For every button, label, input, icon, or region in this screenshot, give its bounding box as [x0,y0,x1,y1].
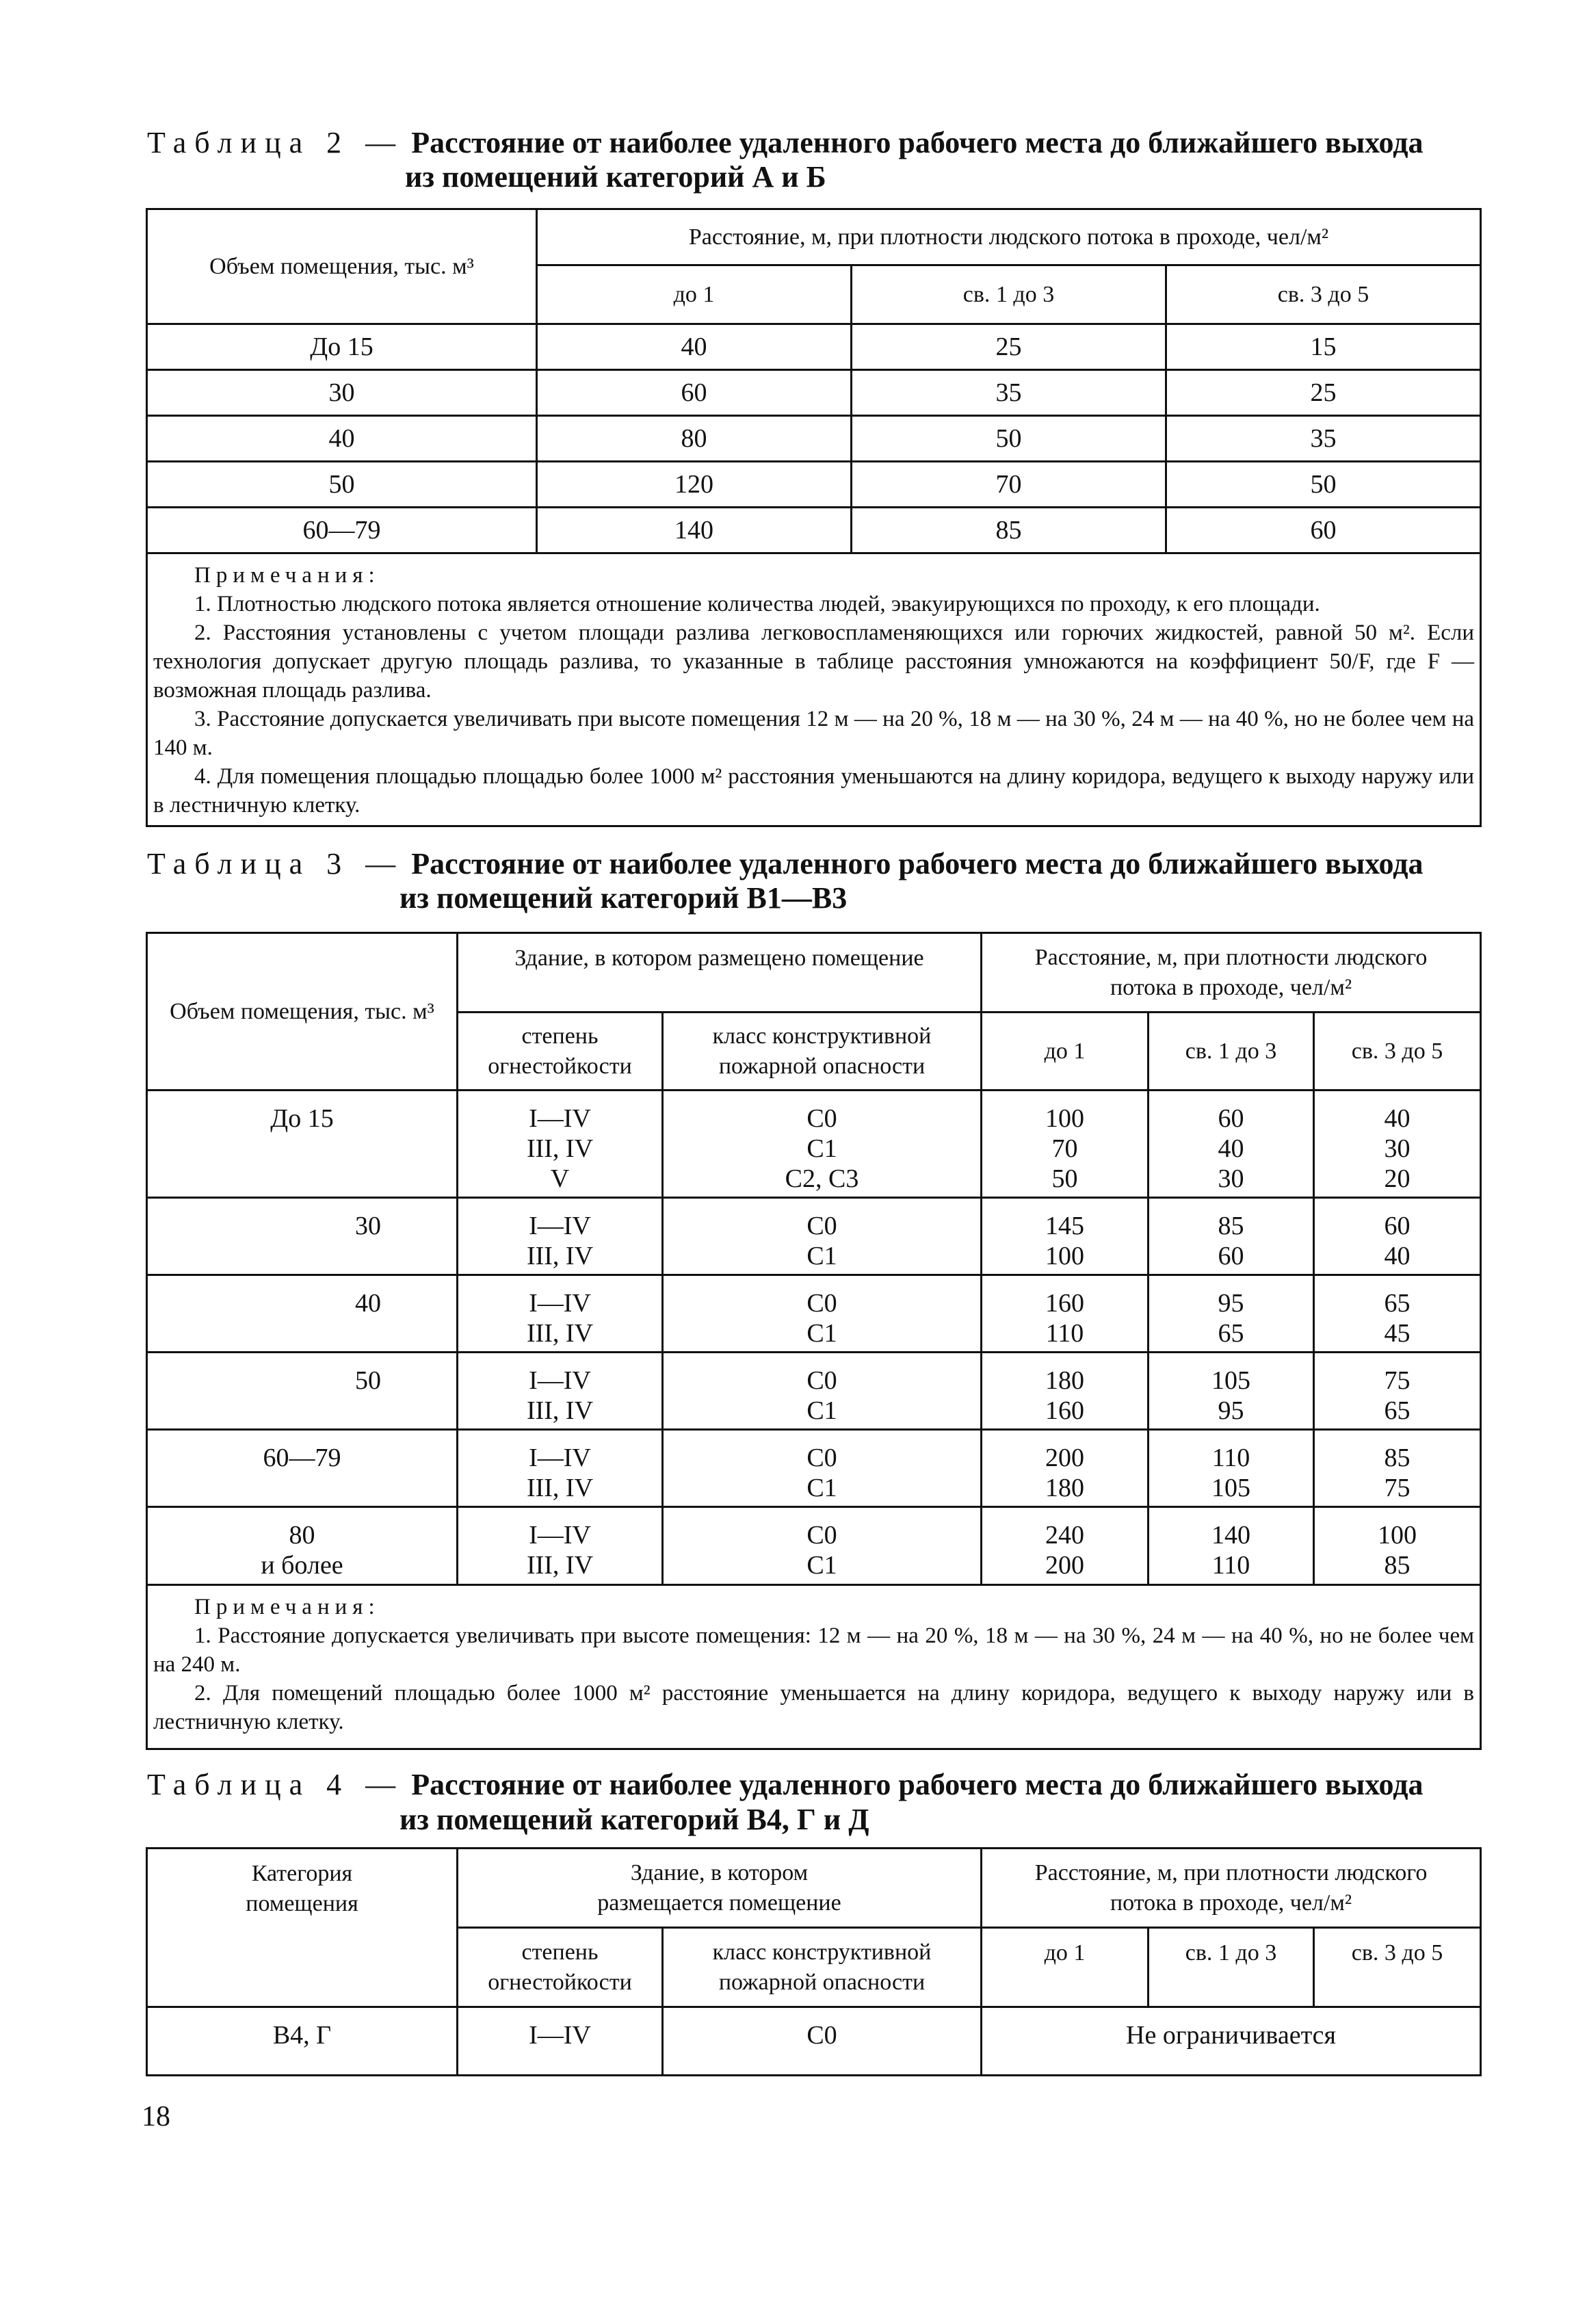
value-line: 85 [1218,1212,1244,1240]
table-row [147,1507,1481,1585]
value-line: 45 [1384,1319,1411,1348]
value-line: 105 [1211,1474,1251,1502]
table2-col1: до 1 [537,265,852,324]
value-line: 60 [1218,1242,1244,1270]
table4-header-category-l2: помещения [246,1891,358,1916]
table-row [147,2007,1481,2076]
table3-d1 [982,1091,1149,1198]
table3-label: Таблица 3 — [147,847,404,880]
table2-value: 120 [537,462,852,508]
value-line: 60 [1218,1104,1244,1133]
class-line: С1 [806,1474,837,1502]
fire-line: I—IV [529,1104,591,1133]
class-line: С1 [806,1551,837,1580]
value-line: 110 [1045,1319,1084,1348]
class-line: С0 [806,1521,837,1550]
table3-caption [147,846,1424,883]
table3-sub-class [663,1013,982,1091]
value-line: 200 [1045,1444,1085,1472]
table2-notes-title: Примечания: [194,563,380,588]
volume-line: 80 [289,1521,315,1550]
fire-line: I—IV [529,1444,591,1472]
table3-d3 [1314,1507,1481,1585]
table2-value: 50 [1166,462,1481,508]
fire-line: I—IV [529,1289,591,1318]
value-line: 200 [1045,1551,1085,1580]
table-row [147,1091,1481,1198]
table2-label: Таблица 2 — [147,126,404,159]
value-line: 160 [1045,1396,1085,1425]
table3-sub-fire-l1: степень [521,1023,599,1049]
table3-class [663,1507,982,1585]
class-line: С0 [806,1212,837,1240]
table3-fire [458,1275,663,1353]
table3-header-distance-l1: Расстояние, м, при плотности людского [1034,944,1428,970]
volume-line: 60—79 [263,1444,341,1472]
table3-d2 [1149,1507,1314,1585]
value-line: 105 [1211,1366,1251,1395]
table3-col3: св. 3 до 5 [1314,1013,1481,1091]
table4-header-category [147,1849,458,2007]
class-line: С1 [806,1319,837,1348]
table3-sub-fire-l2: огнестойкости [488,1053,632,1079]
table2-volume: 60—79 [147,508,537,553]
table3-note: 1. Расстояние допускается увеличивать при высоте помещения: 12 м — на 20 %, 18 м — на 30 %, 24 м — на 40 %, но не более чем на 240 м. [153,1623,1475,1677]
table3 [146,932,1482,1750]
table3-d1 [982,1198,1149,1275]
table4-sub-class [663,1928,982,2007]
value-line: 65 [1384,1289,1411,1318]
table2-col2: св. 1 до 3 [852,265,1166,324]
table2-value: 15 [1166,324,1481,370]
table3-sub-class-l2: пожарной опасности [718,1053,926,1079]
table3-notes [147,1585,1481,1749]
class-line: С1 [806,1242,837,1270]
table3-volume [147,1507,458,1585]
table2-header-distance: Расстояние, м, при плотности людского потока в проходе, чел/м² [537,209,1481,265]
value-line: 100 [1045,1104,1085,1133]
value-line: 160 [1045,1289,1085,1318]
table2-value: 50 [852,416,1166,462]
table3-d3 [1314,1198,1481,1275]
class-line: С2, С3 [785,1164,859,1193]
value-line: 70 [1051,1134,1078,1163]
value-line: 180 [1045,1474,1085,1502]
table3-d2 [1149,1430,1314,1507]
fire-line: I—IV [529,1521,591,1550]
value-line: 85 [1384,1551,1411,1580]
value-line: 75 [1384,1474,1411,1502]
table3-d3 [1314,1275,1481,1353]
value-line: 75 [1384,1366,1411,1395]
table3-header-building: Здание, в котором размещено помещение [458,933,982,1013]
table4-header-building [458,1849,982,1928]
value-line: 110 [1211,1444,1250,1472]
table3-class [663,1430,982,1507]
volume-line: и более [261,1551,343,1580]
table4-header-distance-l1: Расстояние, м, при плотности людского [1034,1859,1428,1885]
table4-distance: Не ограничивается [982,2007,1481,2076]
table3-class [663,1091,982,1198]
table2-value: 25 [852,324,1166,370]
table2-title-line2: из помещений категорий А и Б [405,160,826,194]
value-line: 180 [1045,1366,1085,1395]
fire-line: I—IV [529,1366,591,1395]
table4-header-distance [982,1849,1481,1928]
class-line: С0 [806,1104,837,1133]
volume-line: 40 [355,1289,381,1318]
class-line: С0 [806,1444,837,1472]
table-row [147,462,1481,508]
table3-fire [458,1507,663,1585]
table-row [147,370,1481,416]
table3-fire [458,1353,663,1430]
table2-caption [147,125,1424,161]
value-line: 30 [1384,1134,1411,1163]
table3-d2 [1149,1353,1314,1430]
table3-sub-class-l1: класс конструктивной [712,1023,932,1049]
table2-value: 80 [537,416,852,462]
table4 [146,1847,1482,2076]
table2-volume: 40 [147,416,537,462]
table4-title-line1: Расстояние от наиболее удаленного рабочего места до ближайшего выхода [411,1768,1424,1801]
table3-header-volume: Объем помещения, тыс. м³ [147,933,458,1091]
table3-volume [147,1275,458,1353]
table3-d1 [982,1430,1149,1507]
class-line: С1 [806,1134,837,1163]
table4-label: Таблица 4 — [147,1768,404,1801]
value-line: 85 [1384,1444,1411,1472]
table3-class [663,1275,982,1353]
table2-note: 4. Для помещения площадью площадью более 1000 м² расстояния уменьшаются на длину коридора, ведущего к выходу наружу или в лестничную клетку. [153,764,1475,818]
table2-volume: До 15 [147,324,537,370]
volume-line: 30 [355,1212,381,1240]
table3-notes-title: Примечания: [194,1595,380,1619]
table3-volume [147,1091,458,1198]
table3-title-line1: Расстояние от наиболее удаленного рабочего места до ближайшего выхода [411,847,1424,880]
table2-value: 60 [537,370,852,416]
table3-d2 [1149,1275,1314,1353]
table3-fire [458,1198,663,1275]
fire-line: III, IV [526,1474,594,1502]
value-line: 50 [1051,1164,1078,1193]
table2-note: 1. Плотностью людского потока является отношение количества людей, эвакуирующихся по проходу, к его площади. [194,592,1320,616]
fire-line: III, IV [526,1134,594,1163]
table3-d1 [982,1353,1149,1430]
table2-value: 70 [852,462,1166,508]
table4-header-category-l1: Категория [251,1861,353,1886]
class-line: С0 [806,1366,837,1395]
table4-sub-fire [458,1928,663,2007]
table3-header-distance [982,933,1481,1013]
value-line: 65 [1218,1319,1244,1348]
table2-volume: 50 [147,462,537,508]
table4-category: В4, Г [147,2007,458,2076]
class-line: С1 [806,1396,837,1425]
table3-title-line2: из помещений категорий В1—В3 [399,881,848,915]
value-line: 95 [1218,1396,1244,1425]
fire-line: III, IV [526,1319,594,1348]
table4-col3: св. 3 до 5 [1314,1928,1481,2007]
table4-header-building-l2: размещается помещение [597,1890,841,1916]
table4-class: С0 [663,2007,982,2076]
value-line: 100 [1045,1242,1085,1270]
table4-header-building-l1: Здание, в котором [630,1859,809,1885]
table4-fire: I—IV [458,2007,663,2076]
value-line: 40 [1218,1134,1244,1163]
class-line: С0 [806,1289,837,1318]
table-row [147,324,1481,370]
table3-volume [147,1353,458,1430]
fire-line: III, IV [526,1242,594,1270]
value-line: 240 [1045,1521,1085,1550]
table2-value: 35 [852,370,1166,416]
fire-line: V [550,1164,570,1193]
table2-value: 85 [852,508,1166,553]
table-row [147,416,1481,462]
table2-note: 2. Расстояния установлены с учетом площади разлива легковоспламеняющихся или горючих жидкостей, равной 50 м². Если технология допускает другую площадь разлива, то указанные в таблице расстояния умножаются на коэффициент 50/F, где F — возможная площадь разлива. [153,621,1475,703]
table2-value: 35 [1166,416,1481,462]
table3-col2: св. 1 до 3 [1149,1013,1314,1091]
value-line: 100 [1378,1521,1417,1550]
table2-notes [147,553,1481,826]
table-row [147,1353,1481,1430]
table3-d3 [1314,1353,1481,1430]
table3-fire [458,1091,663,1198]
table4-caption [147,1766,1424,1803]
table2-value: 40 [537,324,852,370]
table4-title-line2: из помещений категорий В4, Г и Д [399,1803,869,1836]
table-row [147,1275,1481,1353]
table3-d1 [982,1275,1149,1353]
table3-d1 [982,1507,1149,1585]
value-line: 95 [1218,1289,1244,1318]
value-line: 65 [1384,1396,1411,1425]
table3-header-distance-l2: потока в проходе, чел/м² [1110,974,1352,1000]
table2-col3: св. 3 до 5 [1166,265,1481,324]
value-line: 30 [1218,1164,1244,1193]
volume-line: До 15 [270,1104,334,1133]
fire-line: I—IV [529,1212,591,1240]
table3-d3 [1314,1430,1481,1507]
table4-sub-class-l2: пожарной опасности [718,1969,926,1995]
table2 [146,208,1482,827]
table3-col1: до 1 [982,1013,1149,1091]
table3-volume [147,1198,458,1275]
fire-line: III, IV [526,1396,594,1425]
value-line: 140 [1211,1521,1251,1550]
table3-class [663,1198,982,1275]
value-line: 40 [1384,1242,1411,1270]
table4-sub-fire-l1: степень [521,1939,599,1965]
table-row [147,1430,1481,1507]
page-number: 18 [142,2101,170,2132]
table3-d2 [1149,1198,1314,1275]
value-line: 40 [1384,1104,1411,1133]
table2-header-volume: Объем помещения, тыс. м³ [147,209,537,324]
table4-sub-class-l1: класс конструктивной [712,1939,932,1965]
table2-note: 3. Расстояние допускается увеличивать при высоте помещения 12 м — на 20 %, 18 м — на 30 %, 24 м — на 40 %, но не более чем на 140 м. [153,707,1475,760]
value-line: 145 [1045,1212,1085,1240]
value-line: 20 [1384,1164,1411,1193]
table2-value: 25 [1166,370,1481,416]
table-row [147,1198,1481,1275]
table3-volume [147,1430,458,1507]
value-line: 110 [1211,1551,1250,1580]
table2-value: 60 [1166,508,1481,553]
table3-class [663,1353,982,1430]
table2-volume: 30 [147,370,537,416]
table3-note: 2. Для помещений площадью более 1000 м² расстояние уменьшается на длину коридора, ведущего к выходу наружу или в лестничную клетку. [153,1681,1475,1734]
table3-d2 [1149,1091,1314,1198]
table-row [147,508,1481,553]
value-line: 60 [1384,1212,1411,1240]
table4-header-distance-l2: потока в проходе, чел/м² [1110,1890,1352,1916]
fire-line: III, IV [526,1551,594,1580]
table4-col1: до 1 [982,1928,1149,2007]
table4-sub-fire-l2: огнестойкости [488,1969,632,1995]
table3-d3 [1314,1091,1481,1198]
table3-fire [458,1430,663,1507]
table3-sub-fire [458,1013,663,1091]
table2-title-line1: Расстояние от наиболее удаленного рабочего места до ближайшего выхода [411,126,1424,159]
table4-col2: св. 1 до 3 [1149,1928,1314,2007]
volume-line: 50 [355,1366,381,1395]
table2-value: 140 [537,508,852,553]
